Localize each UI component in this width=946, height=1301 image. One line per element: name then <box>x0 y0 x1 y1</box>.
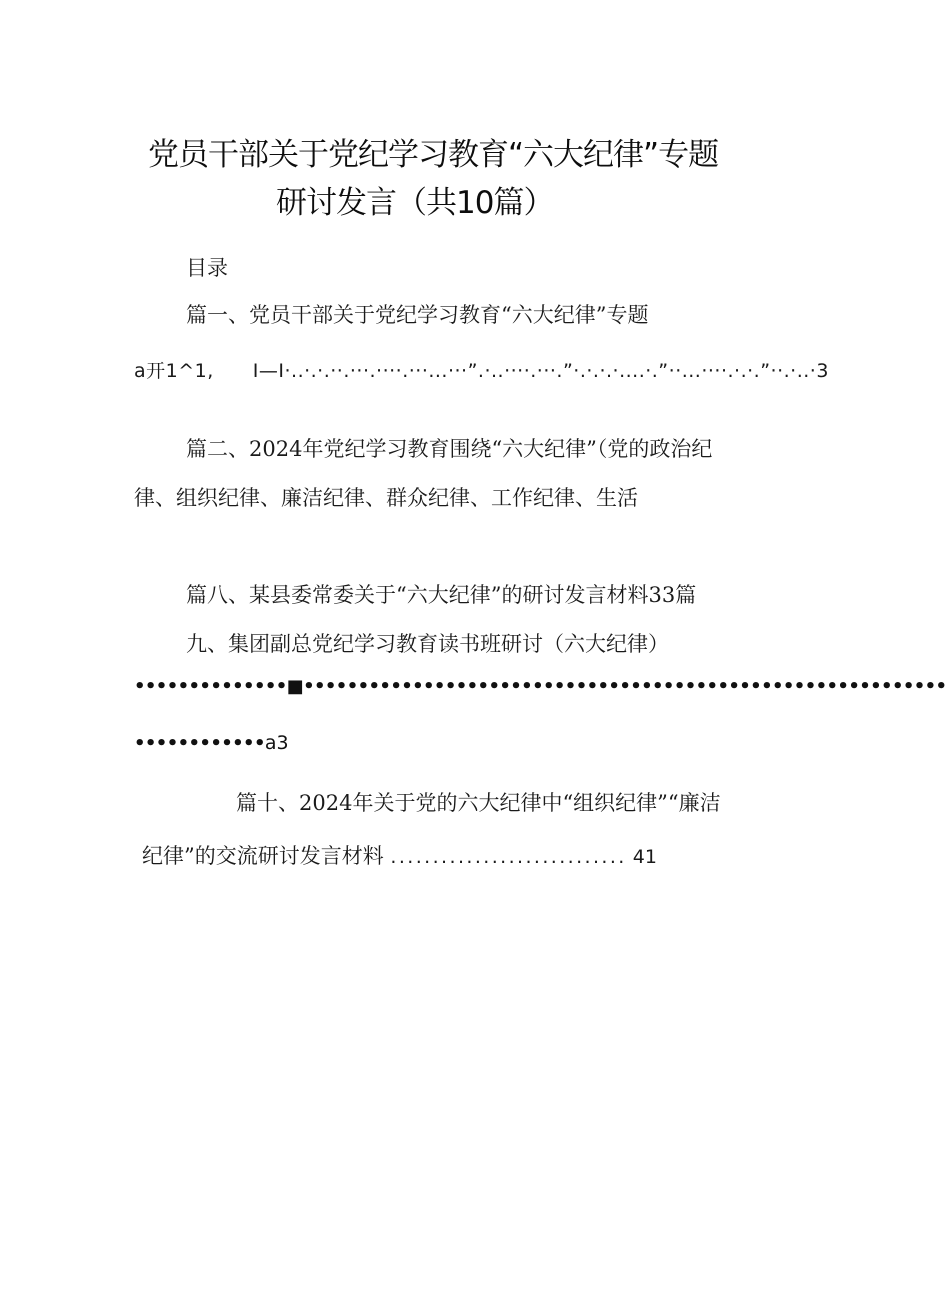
toc-entry-9-line-3[interactable] <box>134 734 289 753</box>
toc-entry-10-line-1[interactable]: 篇十、2024年关于党的六大纪律中“组织纪律”“廉洁 <box>236 791 721 815</box>
toc-entry-10-text: 纪律”的交流研讨发言材料 <box>142 844 391 868</box>
document-title-line-1: 党员干部关于党纪学习教育“六大纪律”专题 <box>148 137 719 173</box>
toc-entry-2-line-1[interactable]: 篇二、2024年党纪学习教育围绕“六大纪律”（党的政治纪 <box>186 437 713 461</box>
toc-entry-9-leader-dots-2: •••••••••••• <box>134 733 265 754</box>
toc-entry-10-line-2[interactable] <box>142 846 657 867</box>
toc-entry-10-page-number: 41 <box>626 846 657 868</box>
toc-entry-9-leader-dots: ••••••••••••••■••••••••••••••••••••••••••••••••••••••••••••••••••••••••••• <box>134 676 946 697</box>
toc-entry-1-line-2[interactable]: a开1^1, I—I·..·.·.··.···.····.···...···”.·..····.···.”·.·.·.·....·.”··...····.·.·.”··.·..·3 <box>134 360 829 382</box>
toc-entry-10-leader-dots: ............................ <box>390 846 627 868</box>
toc-entry-1-line-1[interactable]: 篇一、党员干部关于党纪学习教育“六大纪律”专题 <box>186 303 649 327</box>
toc-entry-9-line-1[interactable]: 九、集团副总党纪学习教育读书班研讨（六大纪律） <box>186 632 669 656</box>
toc-heading: 目录 <box>186 256 228 280</box>
toc-entry-9-page-number: a3 <box>264 732 289 754</box>
toc-entry-8[interactable]: 篇八、某县委常委关于“六大纪律”的研讨发言材料33篇 <box>186 583 697 607</box>
toc-entry-2-line-2[interactable]: 律、组织纪律、廉洁纪律、群众纪律、工作纪律、生活 <box>134 486 638 510</box>
document-title-line-2: 研讨发言（共10篇） <box>276 185 554 221</box>
